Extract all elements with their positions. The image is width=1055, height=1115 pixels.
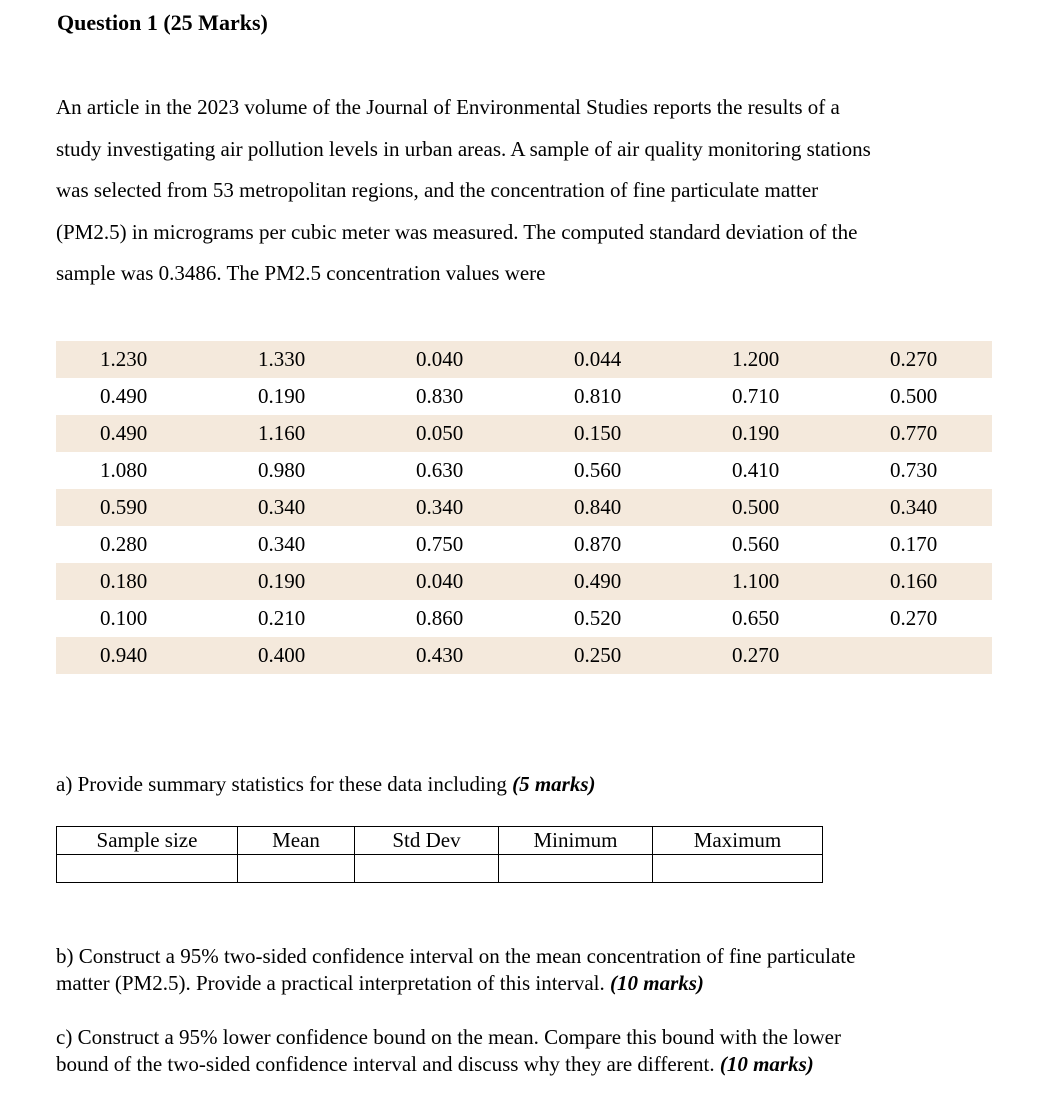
table-cell: 0.560 <box>732 532 780 556</box>
header-maximum: Maximum <box>653 827 823 855</box>
table-cell: 0.040 <box>372 563 530 600</box>
answer-maximum-cell[interactable] <box>653 855 823 883</box>
table-cell: 0.190 <box>258 384 306 408</box>
table-row <box>56 637 992 674</box>
part-c-line: c) Construct a 95% lower confidence bound on the mean. Compare this bound with the lower <box>56 1025 841 1049</box>
table-cell: 0.180 <box>56 563 214 600</box>
table-cell <box>846 637 992 674</box>
table-row <box>56 526 992 563</box>
table-row <box>56 489 992 526</box>
part-a-text: a) Provide summary statistics for these data including <box>56 772 513 796</box>
table-cell: 0.500 <box>890 384 938 408</box>
table-cell: 0.560 <box>574 458 622 482</box>
part-c-text: bound of the two-sided confidence interval and discuss why they are different. <box>56 1052 720 1076</box>
table-cell: 0.400 <box>214 637 372 674</box>
table-row <box>56 341 992 378</box>
table-cell: 1.080 <box>100 458 148 482</box>
table-cell: 0.040 <box>372 341 530 378</box>
answer-minimum-cell[interactable] <box>499 855 653 883</box>
table-cell: 0.980 <box>258 458 306 482</box>
answer-mean-cell[interactable] <box>238 855 355 883</box>
table-cell: 0.940 <box>56 637 214 674</box>
part-b-marks: (10 marks) <box>610 971 704 995</box>
table-cell: 0.870 <box>574 532 622 556</box>
table-row <box>56 415 992 452</box>
part-b-text: matter (PM2.5). Provide a practical interpretation of this interval. <box>56 971 610 995</box>
part-c-prompt <box>56 1024 1016 1078</box>
table-cell: 0.190 <box>688 415 846 452</box>
summary-answer-row <box>57 855 823 883</box>
answer-std-dev-cell[interactable] <box>355 855 499 883</box>
part-b-line: b) Construct a 95% two-sided confidence interval on the mean concentration of fine particulate <box>56 944 856 968</box>
table-cell: 0.280 <box>100 532 148 556</box>
intro-line: An article in the 2023 volume of the Journal of Environmental Studies reports the results of a <box>56 95 840 119</box>
table-cell: 0.340 <box>372 489 530 526</box>
table-cell: 0.490 <box>100 384 148 408</box>
table-cell: 0.830 <box>416 384 464 408</box>
table-cell: 1.100 <box>688 563 846 600</box>
table-cell: 0.430 <box>372 637 530 674</box>
table-cell: 0.250 <box>530 637 688 674</box>
table-row <box>56 378 992 415</box>
part-c-line-2 <box>56 1051 1016 1078</box>
table-cell: 0.630 <box>416 458 464 482</box>
table-cell: 0.810 <box>574 384 622 408</box>
table-cell: 0.100 <box>100 606 148 630</box>
table-cell: 1.160 <box>214 415 372 452</box>
part-a-marks: (5 marks) <box>512 772 596 796</box>
table-cell: 0.590 <box>56 489 214 526</box>
part-b-prompt <box>56 943 1016 997</box>
table-cell: 0.050 <box>372 415 530 452</box>
table-cell: 1.200 <box>688 341 846 378</box>
table-cell: 0.170 <box>890 532 938 556</box>
table-cell: 0.210 <box>258 606 306 630</box>
table-cell: 0.500 <box>688 489 846 526</box>
table-row <box>56 563 992 600</box>
table-cell: 0.520 <box>574 606 622 630</box>
intro-line: sample was 0.3486. The PM2.5 concentration values were <box>56 261 546 285</box>
table-cell: 0.490 <box>530 563 688 600</box>
table-cell: 0.160 <box>846 563 992 600</box>
part-b-line-2 <box>56 970 1016 997</box>
table-cell: 0.270 <box>688 637 846 674</box>
header-minimum: Minimum <box>499 827 653 855</box>
part-a-prompt <box>56 772 596 797</box>
table-cell: 0.730 <box>890 458 938 482</box>
table-cell: 0.150 <box>530 415 688 452</box>
intro-line: (PM2.5) in micrograms per cubic meter was measured. The computed standard deviation of the <box>56 219 858 244</box>
table-cell: 0.340 <box>846 489 992 526</box>
table-cell: 0.270 <box>890 606 938 630</box>
table-cell: 0.044 <box>530 341 688 378</box>
table-cell: 0.860 <box>416 606 464 630</box>
table-row <box>56 600 992 637</box>
question-intro <box>56 87 1001 295</box>
header-mean: Mean <box>238 827 355 855</box>
table-cell: 0.750 <box>416 532 464 556</box>
table-cell: 1.230 <box>56 341 214 378</box>
table-cell: 0.410 <box>732 458 780 482</box>
table-cell: 0.340 <box>258 532 306 556</box>
table-row <box>56 452 992 489</box>
table-cell: 0.270 <box>846 341 992 378</box>
table-cell: 1.330 <box>214 341 372 378</box>
table-cell: 0.340 <box>214 489 372 526</box>
pm25-data-table <box>56 341 992 674</box>
intro-line: was selected from 53 metropolitan regions, and the concentration of fine particulate matter <box>56 178 819 202</box>
table-cell: 0.190 <box>214 563 372 600</box>
header-sample-size: Sample size <box>57 827 238 855</box>
summary-stats-table <box>56 826 823 883</box>
question-title: Question 1 (25 Marks) <box>57 10 268 35</box>
table-cell: 0.770 <box>846 415 992 452</box>
table-cell: 0.650 <box>732 606 780 630</box>
part-c-marks: (10 marks) <box>719 1052 814 1076</box>
table-cell: 0.840 <box>530 489 688 526</box>
table-cell: 0.710 <box>732 384 780 408</box>
table-cell: 0.490 <box>56 415 214 452</box>
header-std-dev: Std Dev <box>355 827 499 855</box>
answer-sample-size-cell[interactable] <box>57 855 238 883</box>
summary-header-row <box>57 827 823 855</box>
intro-line: study investigating air pollution levels in urban areas. A sample of air quality monitoring stations <box>56 136 871 161</box>
